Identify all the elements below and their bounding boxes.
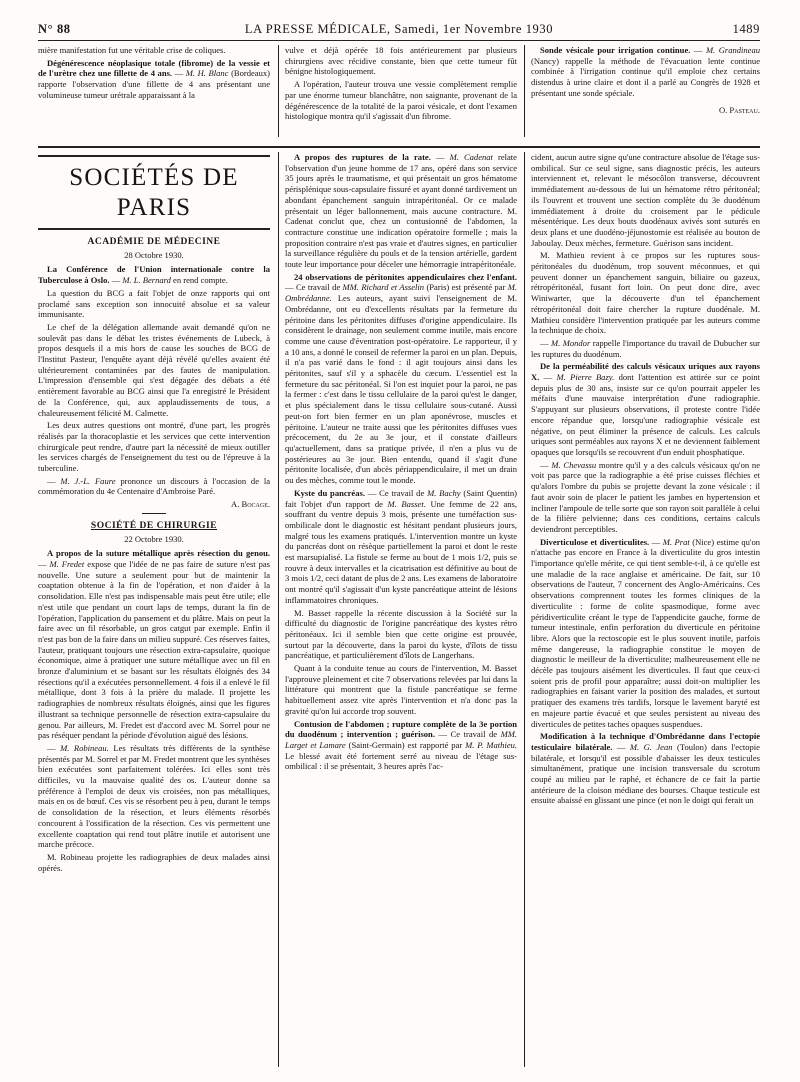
academy-heading: ACADÉMIE DE MÉDECINE [87, 237, 221, 247]
article-body: (Nancy) rappelle la méthode de l'évacuation lente continue combinée à l'irrigation continue qu'il emploie chez certains distendus à urine claire et dont il a parlé au Congrès de 1928 et présentant une sonde spéciale. [531, 55, 760, 98]
article-body: Ce travail de [450, 729, 498, 740]
article-body: (Saint Quentin) fait l'objet d'un rapport de [285, 487, 517, 509]
article-ambroise-pare: — M. J.-L. Faure prononce un discours à l'occasion de la commémoration du 4e Centenaire d'Ambroise Paré. [38, 475, 270, 497]
article-body: en rend compte. [173, 275, 228, 286]
article-author: MM. Richard et Asselin [342, 282, 425, 293]
page-folio: 1489 [732, 22, 760, 36]
top-column-2 [285, 45, 517, 145]
article-author: M. L. Bernard [122, 275, 171, 286]
divider [142, 513, 166, 514]
article-author: M. J.-L. Faure [60, 475, 116, 486]
column-1 [38, 152, 270, 1067]
column-divider [278, 152, 279, 1067]
article-duodenum-rupture: Contusion de l'abdomen ; rupture complète de la 3e portion du duodénum ; intervention ; guérison. — Ce travail de MM. Larget et Lamare (Saint-Germain) est rapporté par M. P. Mathieu. Le blessé avait été fortement serré au niveau de l'étage sus-ombilical : il se présentait, 3 heures après l'ac- [285, 718, 517, 772]
title-rule [38, 228, 270, 230]
continued-text: cident, aucun autre signe qu'une contracture absolue de l'étage sus-ombilical. Sur ce seul signe, sans diagnostic précis, les auteurs interviennent et, relevant le mésocôlon transverse, découvrent immédiatement au-dessous de lui un hématome rétro péritonéal; ils l'ouvrent et trouvent une section complète du 3e duodénum immédiatement à droite du croisement par le pédicule mésentérique. Les deux bouts duodénaux avivés sont suturés en deux plans et une duodéno-jéjunostomie est réalisée au bouton de Jaboulay. Deux mèches, fermeture. Guérison sans incident. [531, 152, 760, 248]
signature: A. Bocage. [231, 499, 270, 510]
paragraph: M. Robineau projette les radiographies de deux malades ainsi opérés. [38, 851, 270, 873]
paragraph: Les deux autres questions ont montré, d'une part, les progrès réalisés par la thoracoplastie et les services que cette intervention chirurgicale peut rendre, d'autre part la nécessité de mieux outiller les services chargés de l'enseignement du test ou de l'épreuve à la tuberculine. [38, 420, 270, 474]
top-column-3 [531, 45, 760, 145]
issue-number: N° 88 [38, 22, 71, 36]
paragraph: La question du BCG a fait l'objet de onze rapports qui ont proclamé sans exception son innocuité absolue et sa valeur immunisante. [38, 287, 270, 320]
top-column-1 [38, 45, 270, 145]
article-body: prononce un discours à l'occasion de la commémoration du 4e Centenaire d'Ambroise Paré. [38, 475, 270, 497]
continued-text: vulve et déjà opérée 18 fois antérieurement par plusieurs chirurgiens avec récidive constante, bien que cette tumeur fût bénigne histologiquement. [285, 45, 517, 77]
article-author: M. Bachy [427, 487, 461, 498]
paragraph: Quant à la conduite tenue au cours de l'intervention, M. Basset l'approuve pleinement et cite 7 observations relevées par lui dans la littérature qui montrent que la fistule pancréatique se ferme habituellement assez vite après l'intervention et n'a donc pas la gravité qu'on lui accorde trop souvent. [285, 663, 517, 716]
section-heading: SOCIÉTÉS DE PARIS [69, 164, 239, 221]
article-title: La Conférence de l'Union internationale contre la Tuberculose à Oslo. [38, 264, 270, 286]
paragraph: A l'opération, l'auteur trouva une vessie complètement remplie par une énorme tumeur blanchâtre, non saignante, provenant de la dégénérescence de la totalité de la paroi vésicale, et dont l'examen histologique montra qu'il s'agissait d'un fibrome. [285, 79, 517, 122]
article-title: Sonde vésicale pour irrigation continue. [540, 45, 691, 55]
article-body: (Bordeaux) rapporte l'observation d'une fillette de 4 ans présentant une volumineuse tumeur urétrale apparaissant à la [38, 68, 270, 100]
article-body: (Nice) estime qu'on n'attache pas encore en France à la diverticulite du gros intestin l'importance qu'elle mérite, ce qui tient semble-t-il, à ce qu'elle est une maladie de la race anglaise et américaine. De fait, sur 10 observations de l'auteur, 7 concernent des Anglo-Américains. Ces observations comprennent toutes les formes cliniques de la diverticulite : forme de colite spasmodique, forme avec péridiverticulite créant le type de l'appendicite gauche, forme de tumeur intestinale, enfin perforation du diverticule en péritoine libre. Alors que la rectoscopie est le plus souvent inutile, parfois même dangereuse, la radiographie constitue le moyen de diagnostic le meilleur de la diverticulite; malheureusement elle ne décèle pas toujours aisément les diverticules. Il faut que ceux-ci soient pris de profil pour apparaître; aussi doit-on multiplier les radiographies en faisant varier la position des malades, et surtout pratiquer des examens très tardifs, lorsque le lavement baryté est en majeure partie évacué et que seules persistent au niveau des diverticules de petites taches opaques suspendues. [531, 536, 760, 729]
article-author: M. H. Blanc [185, 68, 229, 79]
article-body: (Saint-Germain) est rapporté par [348, 739, 463, 750]
article-author: M. Basset. [387, 498, 426, 509]
article-body: Une femme de 22 ans, souffrant du ventre depuis 3 mois, présente une tuméfaction sus-ombilicale dont le diagnostic est hésitant pendant plusieurs jours, malgré tous les examens pratiqués. L'intervention montre un kyste du pancréas dont on résèque partiellement la paroi et dont le reste est marsupialisé. La fistule se ferme au bout de 1 mois 1/2, puis se rouvre à deux intervalles et la cicatrisation est définitive au bout de 3 mois 1/2, ceci datant de plus de 2 ans. Les examens de laboratoire ont montré qu'il s'agissait d'un kyste pancréatique atteint de lésions inflammatoires chroniques. [285, 498, 517, 605]
article-knee-resection: A propos de la suture métallique après résection du genou. — M. Fredet expose que l'idée de ne pas faire de suture n'est pas nouvelle. Une suture a seulement pour but de maintenir la coaptation obtenue à la fin de l'opération, et non d'aider à la consolidation. Elle n'est pas indispensable mais peut être utile; elle n'est utile que pendant un court laps de temps, durant la fin de l'opération, l'application du pansement et du plâtre. Mais on peut la faire avec un fil résorbable, un gros catgut par exemple. Enfin il n'est pas bon de la faire dans un milieu suppuré. Ces réserves faites, l'auteur, pratiquant toujours une résection extra-capsulaire, quoique économique, aime à pratiquer une suture métallique avec un fil en bronze d'aluminium et se basant sur les résultats éloignés des 34 résections qu'il a exécutées personnellement. 4 fois il a enlevé le fil métallique, dont 3 fois à la prière du malade. Il projette les radiographies de nombreux résultats éloignés, ainsi que les figures illustrant sa technique personnelle de résection extra-capsulaire du genou. Par ailleurs, M. Fredet est d'accord avec M. Sorrel pour ne pas réséquer pendant la période d'évolution aiguë des lésions. [38, 548, 270, 741]
article-calculi: De la perméabilité des calculs vésicaux uriques aux rayons X. — M. Pierre Bazy. dont l'attention est attirée sur ce point depuis plus de 30 ans, insiste sur ce qu'on pourrait appeler les méfaits d'une mauvaise interprétation d'une radiographie. S'appuyant sur plusieurs observations, il proteste contre l'idée encore répandue que, lorsqu'une radiographie vésicale est négative, on peut éliminer la présence de calculs. Les calculs uriques sont perméables aux rayons X et ne deviennent faiblement opaques que lorsqu'ils se recouvrent d'un enduit phosphatique. [531, 361, 760, 457]
signature: O. Pasteau. [718, 104, 760, 115]
article-robineau: — M. Robineau. Les résultats très différents de la synthèse présentés par M. Sorrel et par M. Fredet montrent que les synthèses bien exécutées sont parfaitement tolérées. Ici elles sont très difficiles, vu la mauvaise qualité des os. L'auteur donne sa préférence à l'emploi de deux vis croisées, non pas métalliques, mais en os de bœuf. Ces vis se résorbent peu à peu, durant le temps de consolidation de la résection, et leurs éléments résorbés concourent à l'ossification de la résection. Ces vis permettent une excellente coaptation qui rend tout plâtre inutile et autorisent une marche précoce. [38, 742, 270, 850]
article-title: Modification à la technique d'Ombrédanne dans l'ectopie testiculaire bilatérale. [531, 731, 760, 752]
article-author: M. P. Mathieu. [465, 739, 517, 750]
column-divider [524, 152, 525, 1067]
article-diverticulitis: Diverticulose et diverticulites. — M. Prat (Nice) estime qu'on n'attache pas encore en France à la diverticulite du gros intestin l'importance qu'elle mérite, ce qui tient semble-t-il, à ce qu'elle est une maladie de la race anglaise et américaine. De fait, sur 10 observations de l'auteur, 7 concernent des Anglo-Américains. Ces observations comprennent toutes les formes cliniques de la diverticulite : forme de colite spasmodique, forme avec péridiverticulite créant le type de l'appendicite gauche, forme de tumeur intestinale, enfin perforation du diverticule en péritoine libre. Alors que la rectoscopie est le plus souvent inutile, parfois même dangereuse, la radiographie constitue le moyen de diagnostic le meilleur de la diverticulite; malheureusement elle ne décèle pas toujours aisément les diverticules. Il faut que ceux-ci soient pris de profil pour apparaître; aussi doit-on multiplier les radiographies en faisant varier la position des malades, et surtout pratiquer des examens très tardifs, lorsque le lavement baryté est en majeure partie évacué et que seules persistent au niveau des diverticules de petites taches opaques suspendues. [531, 536, 760, 729]
article-title: Diverticulose et diverticulites. [540, 536, 650, 547]
article-body: (Toulon) dans l'ectopie bilatérale, et lorsqu'il est possible d'abaisser les deux testicules simultanément, pratique une incision transversale du scrotum coupé au milieu par le raphé, et échancre de ce fait la partie antérieure de la cloison médiane des bourses. Chaque testicule est ensuite abaissé en glissant une pince (et non le doigt qui ferait un [531, 741, 760, 806]
article-title: Kyste du pancréas. [294, 487, 365, 498]
article-author: MM. Larget et Lamare [285, 729, 517, 750]
article-title: De la perméabilité des calculs vésicaux uriques aux rayons X. [531, 361, 760, 383]
article-author: M. Chevassu [551, 459, 597, 470]
article-author: M. G. Jean [629, 741, 673, 752]
article-testicular-ectopia: Modification à la technique d'Ombrédanne dans l'ectopie testiculaire bilatérale. — M. G. Jean (Toulon) dans l'ectopie bilatérale, et lorsqu'il est possible d'abaisser les deux testicules simultanément, pratique une incision transversale du scrotum coupé au milieu par le raphé, et échancre de ce fait la partie antérieure de la cloison médiane des bourses. Chaque testicule est ensuite abaissé en glissant une pince (et non le doigt qui ferait un [531, 731, 760, 806]
running-title: LA PRESSE MÉDICALE, Samedi, 1er Novembre 1930 [244, 22, 554, 36]
article-author: M. Robineau. [60, 742, 109, 753]
article-spleen-rupture: A propos des ruptures de la rate. — M. Cadenat relate l'observation d'un jeune homme de 17 ans, opéré dans son service 35 jours après le traumatisme, et qui présentait un gros hématome périsplénique sous-capsulaire fissuré et ayant donné tardivement un abondant épanchement sanguin intrapéritonéal. Or ce malade présentait un léger ballonnement, mais aucune contracture. M. Cadenat conclut que, chez un contusionné de l'abdomen, la contracture constitue une indication opératoire formelle ; mais la proposition contraire n'est pas vraie et d'autres signes, en particulier la surveillance régulière du pouls et de la tension artérielle, gardent toute leur importance pour déceler une hémorragie intrapéritonéale. [285, 152, 517, 270]
article-body: Le blessé avait été fortement serré au niveau de l'étage sus-ombilical : il se présentait, 3 heures après l'ac- [285, 750, 517, 772]
article-body: (Paris) est présenté par [426, 282, 506, 293]
article-body: expose que l'idée de ne pas faire de suture n'est pas nouvelle. Une suture a seulement pour but de maintenir la coaptation obtenue à la fin de l'opération, et non d'aider à la consolidation. Elle n'est pas indispensable mais peut être utile; elle n'est utile que pendant un court laps de temps, durant la fin de l'opération, l'application du pansement et du plâtre. Mais on peut la faire avec un fil résorbable, un gros catgut par exemple. Enfin il n'est pas bon de la faire dans un milieu suppuré. Ces réserves faites, l'auteur, pratiquant toujours une résection extra-capsulaire, quoique économique, aime à pratiquer une suture métallique avec un fil en bronze d'aluminium et se basant sur les résultats éloignés des 34 résections qu'il a exécutées personnellement. 4 fois il a enlevé le fil métallique, dont 3 fois à la prière du malade. Il projette les radiographies de nombreux résultats éloignés, ainsi que les figures illustrant sa technique personnelle de résection extra-capsulaire du genou. Par ailleurs, M. Fredet est d'accord avec M. Sorrel pour ne pas réséquer pendant la période d'évolution aiguë des lésions. [38, 558, 270, 741]
article-body: relate l'observation d'un jeune homme de 17 ans, opéré dans son service 35 jours après le traumatisme, et qui présentait un gros hématome périsplénique sous-capsulaire fissuré et ayant donné tardivement un abondant épanchement sanguin intrapéritonéal. Or ce malade présentait un léger ballonnement, mais aucune contracture. M. Cadenat conclut que, chez un contusionné de l'abdomen, la contracture constitue une indication opératoire formelle ; mais la proposition contraire n'est pas vraie et d'autres signes, en particulier la surveillance régulière du pouls et de la tension artérielle, gardent toute leur importance pour déceler une hémorragie intrapéritonéale. [285, 152, 517, 270]
paragraph: M. Basset rappelle la récente discussion à la Société sur la difficulté du diagnostic de l'origine pancréatique des kystes rétro péritonéaux. Ici il semble bien que cette origine est prouvée, surtout par la découverte, dans la paroi du kyste, d'îlots de tissu pancréatique, et particulièrement d'îlots de Langerhans. [285, 607, 517, 661]
paragraph: M. Mathieu revient à ce propos sur les ruptures sous-péritonéales du duodénum, trop souvent méconnues, et qui peuvent donner un épanchement sanguin, biliaire ou gazeux, rétropéritonéal, fusant fort loin. On peut donc dire, avec Winiwarter, que la découverte d'un tel épanchement rétropéritonéal doit faire chercher la rupture duodénale. M. Mathieu considère l'intervention pratiquée par les auteurs comme la technique de choix. [531, 250, 760, 336]
article-body: dont l'attention est attirée sur ce point depuis plus de 30 ans, insiste sur ce qu'on pourrait appeler les méfaits d'une mauvaise interprétation d'une radiographie. S'appuyant sur plusieurs observations, il proteste contre l'idée encore répandue que, lorsqu'une radiographie vésicale est négative, on peut éliminer la présence de calculs. Les calculs uriques sont perméables aux rayons X et ne deviennent faiblement opaques que lorsqu'ils se recouvrent d'un enduit phosphatique. [531, 372, 760, 457]
page-header [38, 22, 760, 42]
article-bladder-probe: Sonde vésicale pour irrigation continue. — M. Grandineau (Nancy) rappelle la méthode de l'évacuation lente continue combinée à l'irrigation continue qu'il emploie chez certains distendus à urine claire et dont il a parlé au Congrès de 1928 et présentant une sonde spéciale. [531, 45, 760, 98]
article-chevassu: — M. Chevassu montre qu'il y a des calculs vésicaux qu'on ne voit pas parce que la radiographie a été prise cuisses fléchies et qu'alors l'ombre du pubis se projette devant la zone vésicale : il faut avoir soin de placer le patient les jambes en hypertension et incliner l'ampoule de telle sorte que son rayon soit parallèle à celui de la filière pelvienne; dans ces conditions, certains calculs deviendront perceptibles. [531, 459, 760, 534]
article-title: Dégénérescence néoplasique totale (fibrome) de la vessie et de l'urètre chez une fillette de 4 ans. [38, 57, 270, 79]
article-author: M. Grandineau [705, 45, 760, 55]
article-bladder-tumor: Dégénérescence néoplasique totale (fibrome) de la vessie et de l'urètre chez une fillette de 4 ans. — M. H. Blanc (Bordeaux) rapporte l'observation d'une fillette de 4 ans présentant une volumineuse tumeur urétrale apparaissant à la [38, 57, 270, 100]
article-body: rappelle l'importance du travail de Dubucher sur les ruptures du duodénum. [531, 337, 760, 359]
article-author: M. Fredet [49, 558, 85, 569]
continued-text: mière manifestation fut une véritable crise de coliques. [38, 45, 226, 55]
article-author: M. Prat [662, 536, 690, 547]
column-2 [285, 152, 517, 1067]
paragraph: Le chef de la délégation allemande avait demandé qu'on ne soulevât pas dans le débat les tristes événements de Lubeck, à propos desquels il a mis hors de cause les souches de BCG de l'Institut Pasteur, l'enquête ayant déjà révélé qu'elles avaient été ultérieurement contaminées par des fautes de manipulation. L'impression d'ensemble qui s'est dégagée des débats a été entièrement favorable au BCG ainsi que l'a enregistré le Président de la Conférence, qui, aux applaudissements de tous, a chaleureusement félicité M. Calmette. [38, 321, 270, 418]
article-author: M. Cadenat [449, 152, 493, 162]
society-heading: SOCIÉTÉ DE CHIRURGIE [90, 520, 218, 531]
session-date: 28 Octobre 1930. [124, 249, 184, 260]
article-pancreas-cyst: Kyste du pancréas. — Ce travail de M. Bachy (Saint Quentin) fait l'objet d'un rapport de M. Basset. Une femme de 22 ans, souffrant du ventre depuis 3 mois, présente une tuméfaction sus-ombilicale dont le diagnostic est hésitant pendant plusieurs jours, malgré tous les examens pratiqués. L'intervention montre un kyste du pancréas dont on résèque partiellement la paroi et dont le reste est marsupialisé. La fistule se ferme au bout de 1 mois 1/2, puis se rouvre à deux intervalles et la cicatrisation est définitive au bout de 3 mois 1/2, ceci datant de plus de 2 ans. Les examens de laboratoire ont montré qu'il s'agissait d'un kyste pancréatique atteint de lésions inflammatoires chroniques. [285, 487, 517, 605]
column-3 [531, 152, 760, 1067]
session-date: 22 Octobre 1930. [124, 533, 184, 544]
article-author: M. Ombrédanne. [285, 282, 517, 304]
article-title: A propos des ruptures de la rate. [294, 152, 431, 162]
article-title: A propos de la suture métallique après résection du genou. [47, 548, 270, 559]
section-rule [38, 146, 760, 148]
column-divider [278, 45, 279, 137]
article-title: 24 observations de péritonites appendiculaires chez l'enfant. [294, 271, 517, 282]
article-author: M. Mondor [551, 337, 591, 348]
column-divider [524, 45, 525, 137]
article-body: montre qu'il y a des calculs vésicaux qu'on ne voit pas parce que la radiographie a été prise cuisses fléchies et qu'alors l'ombre du pubis se projette devant la zone vésicale : il faut avoir soin de placer le patient les jambes en hypertension et incliner l'ampoule de telle sorte que son rayon soit parallèle à celui de la filière pelvienne; dans ces conditions, certains calculs deviendront perceptibles. [531, 459, 760, 534]
article-tuberculosis-conference: La Conférence de l'Union internationale contre la Tuberculose à Oslo. — M. L. Bernard en rend compte. [38, 264, 270, 286]
header-rule [38, 40, 760, 41]
article-peritonitis: 24 observations de péritonites appendiculaires chez l'enfant. — Ce travail de MM. Richard et Asselin (Paris) est présenté par M. Ombrédanne. Les auteurs, ayant suivi l'enseignement de M. Ombrédanne, ont eu d'excellents résultats par la fermeture du péritoine dans les péritonites diffuses d'origine appendiculaire. Ils considèrent le drainage, non seulement comme inutile, mais encore comme une cause d'éventration post-opératoire. Le rapporteur, il y a 10 ans, a donné le conseil de refermer la paroi en un plan. Depuis, il n'a pas varié dans le fond : il agit toujours ainsi dans les péritonites, sauf s'il y a sphacèle du cæcum. L'essentiel est la fermeture du sac péritonéal. Si l'on est inquiet pour la paroi, ne pas la fermer : c'est dans le tissu cellulaire de la paroi qu'est le danger, et plus spécialement dans le tissu cellulaire sous-cutané. Aussi peut-on fort bien fermer en un plan aponévrose, muscles et péritoine. L'auteur ne traite aussi que les péritonites diffuses vues précocement, du 2e au 3e jour, et il constate d'ailleurs qu'actuellement, dans sa pratique privée, il n'en a plus vu de postérieures au 3e jour. Bien entendu, quand il s'agit d'une péritonite localisée, d'un abcès périappendiculaire, il met un drain ou des mèches, comme tout le monde. [285, 271, 517, 486]
article-body: Les résultats très différents de la synthèse présentés par M. Sorrel et par M. Fredet montrent que les synthèses bien exécutées sont parfaitement tolérées. Ici elles sont très difficiles, vu la mauvaise qualité des os. L'auteur donne sa préférence à l'emploi de deux vis croisées, non pas métalliques, mais en os de bœuf. Ces vis se résorbent peu à peu, durant le temps de consolidation de la résection, et leurs éléments résorbés concourent à l'ossification de la résection. Ces vis permettent une excellente coaptation qui rend tout plâtre inutile et autorisent une marche précoce. [38, 742, 270, 850]
title-rule [38, 155, 270, 157]
article-title: Contusion de l'abdomen ; rupture complète de la 3e portion du duodénum ; intervention ; guérison. [285, 718, 517, 740]
article-mondor: — M. Mondor rappelle l'importance du travail de Dubucher sur les ruptures du duodénum. [531, 337, 760, 359]
article-author: M. Pierre Bazy. [556, 372, 615, 383]
article-body: Les auteurs, ayant suivi l'enseignement de M. Ombrédanne, ont eu d'excellents résultats par la fermeture du péritoine dans les péritonites diffuses d'origine appendiculaire. Ils considèrent le drainage, non seulement comme inutile, mais encore comme une cause d'éventration post-opératoire. Le rapporteur, il y a 10 ans, a donné le conseil de refermer la paroi en un plan. Depuis, il n'a pas varié dans le fond : il agit toujours ainsi dans les péritonites, sauf s'il y a sphacèle du cæcum. L'essentiel est la fermeture du sac péritonéal. Si l'on est inquiet pour la paroi, ne pas la fermer : c'est dans le tissu cellulaire de la paroi qu'est le danger, et plus spécialement dans le tissu cellulaire sous-cutané. Aussi peut-on fort bien fermer en un plan aponévrose, muscles et péritoine. L'auteur ne traite aussi que les péritonites diffuses vues précocement, du 2e au 3e jour, et il constate d'ailleurs qu'actuellement, dans sa pratique privée, il n'en a plus vu de postérieures au 3e jour. Bien entendu, quand il s'agit d'une péritonite localisée, d'un abcès périappendiculaire, il met un drain ou des mèches, comme tout le monde. [285, 293, 517, 486]
